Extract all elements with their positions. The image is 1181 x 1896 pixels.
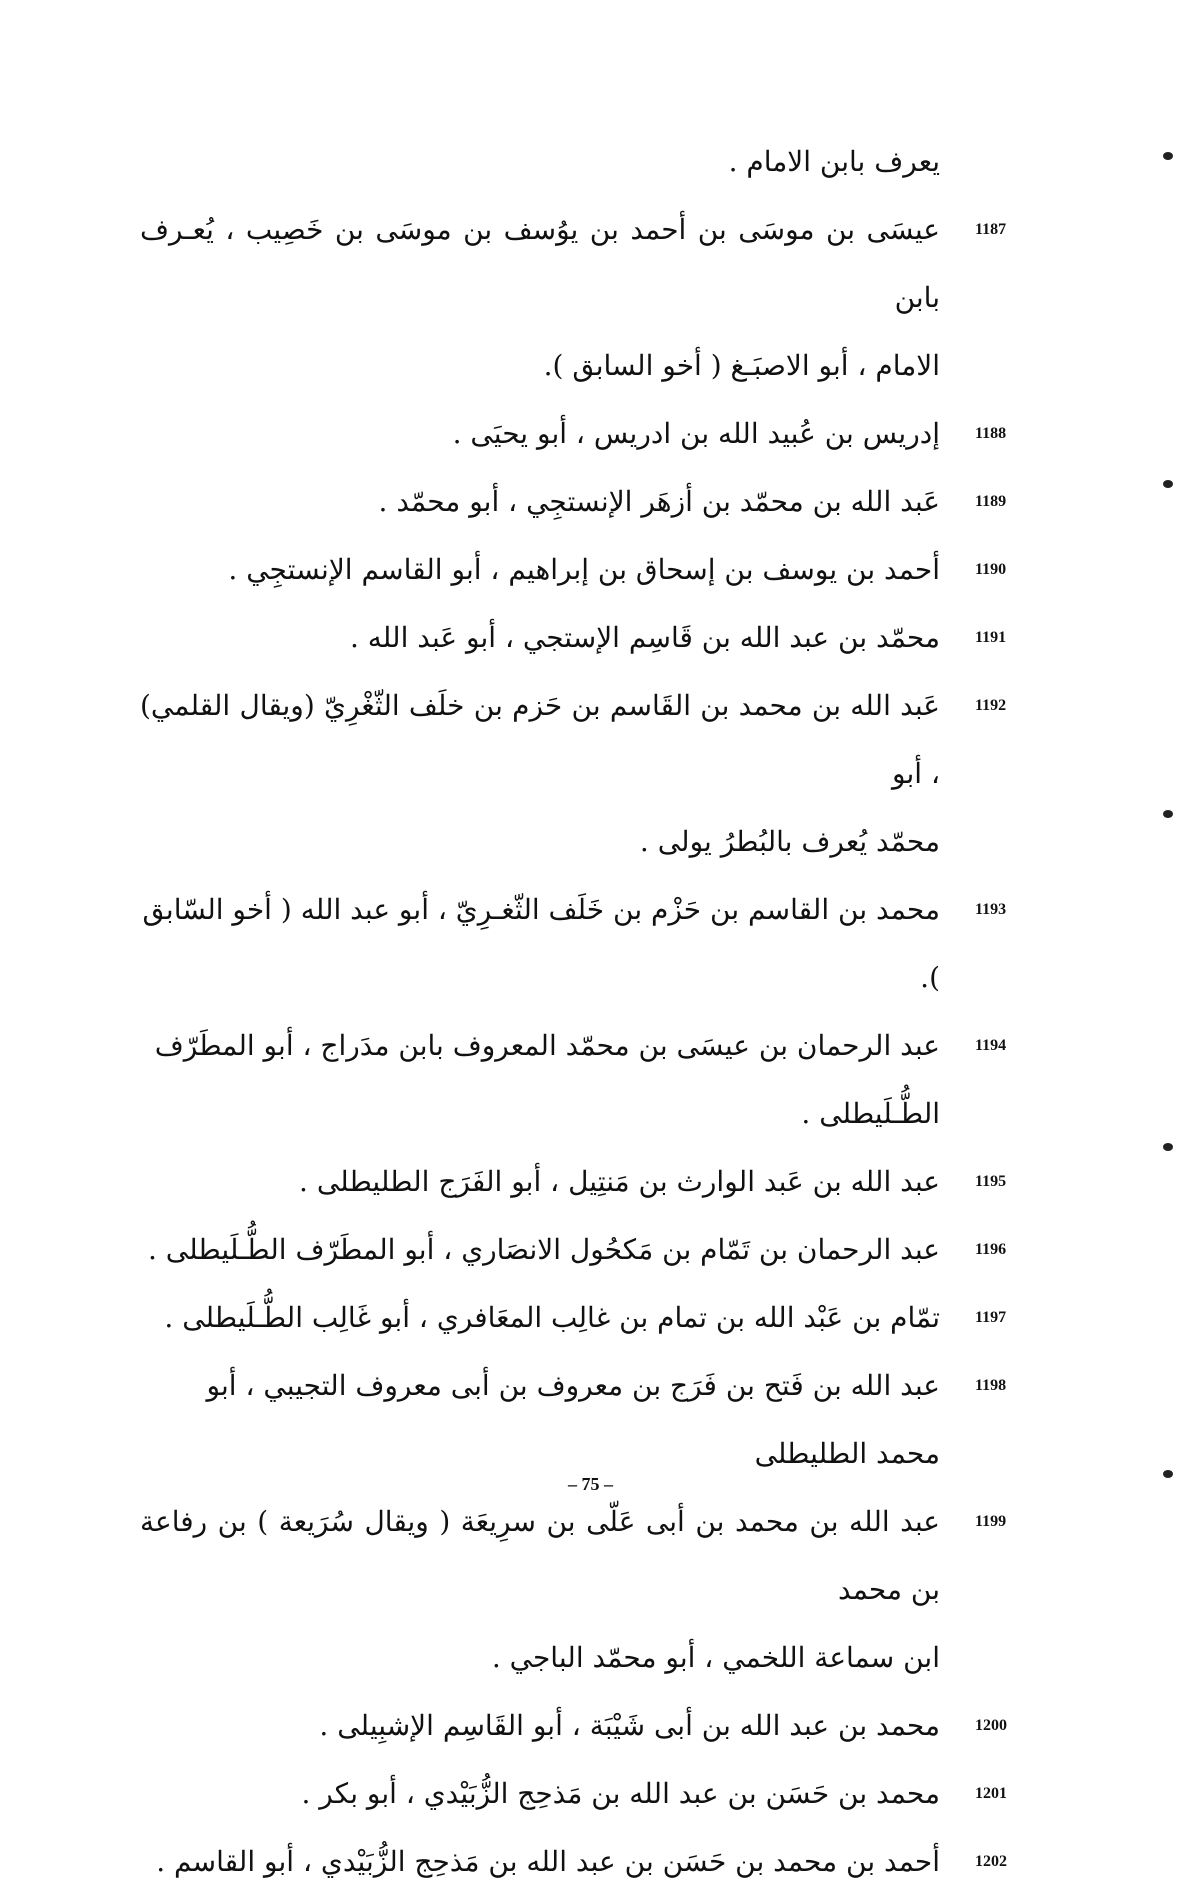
entry-number: 1202 (975, 1853, 1007, 1870)
entry-number: 1198 (975, 1377, 1007, 1394)
list-item (140, 400, 1040, 468)
list-item (140, 1352, 1040, 1488)
entry-number: 1196 (975, 1241, 1007, 1258)
entry-number: 1193 (975, 901, 1007, 918)
list-item (140, 1216, 1040, 1284)
list-item (140, 1692, 1040, 1760)
entry-continuation: الامام ، أبو الاصبَـغ ( أخو السابق ). (543, 349, 940, 382)
entry-text: عبد الرحمان بن عيسَى بن محمّد المعروف بابن مدَراج ، أبو المطَرّف الطُّـلَيطلى . (154, 1029, 940, 1130)
page-number: – 75 – (568, 1474, 613, 1494)
margin-hole-mark (1163, 480, 1173, 488)
entry-text: عبد الله بن عَبد الوارث بن مَنتِيل ، أبو الفَرَج الطليطلى . (299, 1165, 940, 1198)
entry-number: 1190 (975, 561, 1007, 578)
list-item (140, 128, 1040, 196)
list-item (140, 1148, 1040, 1216)
list-item (140, 604, 1040, 672)
entry-continuation: ابن سماعة اللخمي ، أبو محمّد الباجي . (491, 1641, 940, 1674)
entry-number: 1197 (975, 1309, 1007, 1326)
entry-number: 1189 (975, 493, 1007, 510)
entry-text: أحمد بن محمد بن حَسَن بن عبد الله بن مَذحِج الزُّبَيْدي ، أبو القاسم . (156, 1845, 940, 1878)
list-item (140, 1488, 1040, 1692)
entry-text: محمد بن القاسم بن حَزْم بن خَلَف الثّغـرِيّ ، أبو عبد الله ( أخو السّابق ). (142, 893, 940, 994)
list-item (140, 672, 1040, 876)
entry-text: عبد الرحمان بن تَمّام بن مَكحُول الانصَاري ، أبو المطَرّف الطُّـلَيطلى . (148, 1233, 940, 1266)
entry-number: 1200 (975, 1717, 1007, 1734)
entry-text: عيسَى بن موسَى بن أحمد بن يوُسف بن موسَى بن خَصِيب ، يُعـرف بابن (140, 213, 940, 314)
list-item (140, 196, 1040, 400)
entry-text: محمد بن عبد الله بن أبى شَيْبَة ، أبو القَاسِم الإشبِيلى . (319, 1709, 940, 1742)
entry-number: 1192 (975, 697, 1007, 714)
entry-list (140, 128, 1040, 1896)
entry-text: عَبد الله بن محمّد بن أزهَر الإنستجِي ، أبو محمّد . (378, 485, 940, 518)
entry-text: يعرف بابن الامام . (728, 145, 940, 178)
list-item (140, 468, 1040, 536)
entry-number: 1199 (975, 1513, 1007, 1530)
entry-text: عبد الله بن محمد بن أبى عَلّى بن سرِيعَة ( ويقال سُرَيعة ) بن رفاعة بن محمد (140, 1505, 940, 1606)
entry-number: 1194 (975, 1037, 1007, 1054)
margin-hole-mark (1163, 1143, 1173, 1151)
margin-hole-mark (1163, 810, 1173, 818)
entry-number: 1191 (975, 629, 1007, 646)
entry-text: محمّد بن عبد الله بن قَاسِم الإستجي ، أبو عَبد الله . (349, 621, 940, 654)
list-item (140, 1284, 1040, 1352)
entry-number: 1187 (975, 221, 1007, 238)
entry-number: 1201 (975, 1785, 1007, 1802)
entry-text: أحمد بن يوسف بن إسحاق بن إبراهيم ، أبو القاسم الإنستجِي . (228, 553, 940, 586)
entry-text: محمد بن حَسَن بن عبد الله بن مَذحِج الزُّبَيْدي ، أبو بكر . (301, 1777, 940, 1810)
entry-text: تمّام بن عَبْد الله بن تمام بن غالِب المعَافري ، أبو غَالِب الطُّـلَيطلى . (164, 1301, 940, 1334)
list-item (140, 1012, 1040, 1148)
list-item (140, 1828, 1040, 1896)
entry-text: عبد الله بن فَتح بن فَرَج بن معروف بن أبى معروف التجيبي ، أبو محمد الطليطلى (206, 1369, 940, 1470)
margin-hole-mark (1163, 152, 1173, 160)
entry-text: إدريس بن عُبيد الله بن ادريس ، أبو يحيَى . (452, 417, 940, 450)
entry-text: عَبد الله بن محمد بن القَاسم بن حَزم بن خلَف الثّغْرِيّ (ويقال القلمي) ، أبو (140, 689, 940, 790)
entry-number: 1188 (975, 425, 1007, 442)
entry-continuation: محمّد يُعرف بالبُطرُ يولى . (639, 825, 940, 858)
list-item (140, 876, 1040, 1012)
list-item (140, 536, 1040, 604)
list-item (140, 1760, 1040, 1828)
entry-number: 1195 (975, 1173, 1007, 1190)
